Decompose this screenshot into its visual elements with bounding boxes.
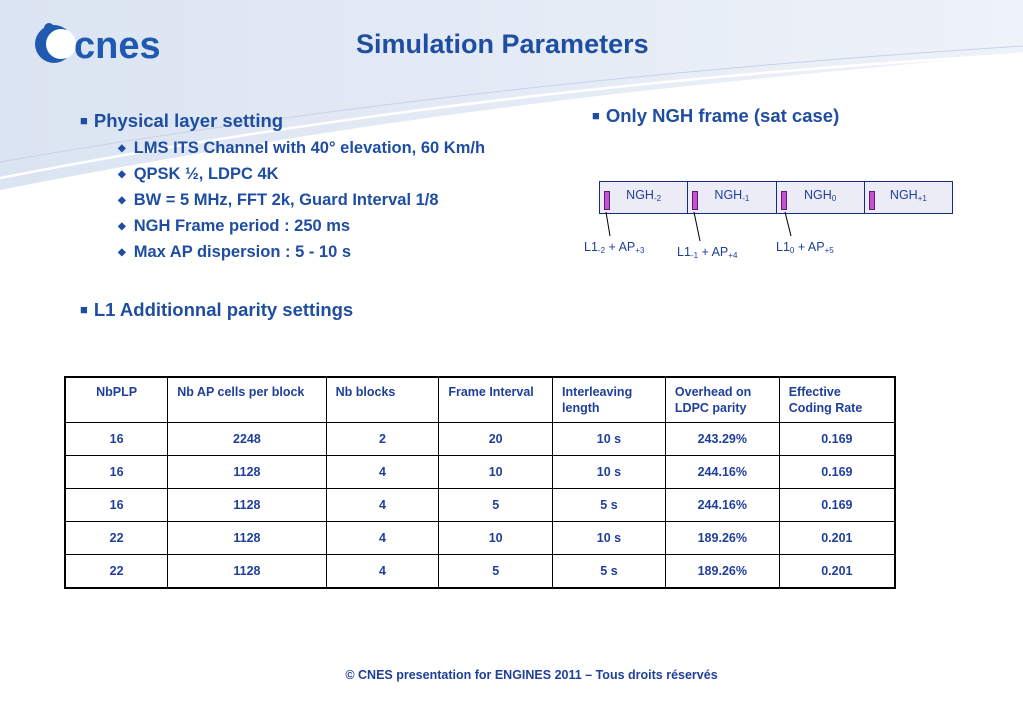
table-cell: 0.169 <box>779 489 895 522</box>
table-cell: 5 s <box>553 489 666 522</box>
table-cell: 2248 <box>168 423 326 456</box>
table-row <box>65 456 895 489</box>
table-cell: 0.169 <box>779 423 895 456</box>
table-cell: 0.169 <box>779 456 895 489</box>
parity-settings-heading: ■ L1 Additionnal parity settings <box>80 299 354 320</box>
table-cell: 10 s <box>553 522 666 555</box>
table-cell: 0.201 <box>779 555 895 589</box>
table-cell: 1128 <box>168 522 326 555</box>
table-cell: 10 s <box>553 456 666 489</box>
parity-settings-table <box>64 376 896 589</box>
svg-text:cnes: cnes <box>74 25 161 67</box>
column-header: Nb AP cells per block <box>168 377 326 423</box>
diamond-bullet-icon: ◆ <box>118 195 126 206</box>
table-cell: 5 <box>439 555 553 589</box>
table-cell: 189.26% <box>665 522 779 555</box>
table-cell: 5 <box>439 489 553 522</box>
table-cell: 1128 <box>168 456 326 489</box>
diamond-bullet-icon: ◆ <box>118 247 126 258</box>
table-cell: 243.29% <box>665 423 779 456</box>
l1-ap-label: $L1_0 + AP_{+5}$ <box>776 240 834 255</box>
ngh-frame-cell: $NGH_{+1}$ <box>865 182 952 213</box>
list-item: ◆ QPSK ½, LDPC 4K <box>118 165 279 183</box>
square-bullet-icon: ■ <box>80 113 88 128</box>
table-cell: 2 <box>326 423 439 456</box>
table-cell: 1128 <box>168 489 326 522</box>
column-header: Overhead on LDPC parity <box>665 377 779 423</box>
page-title: Simulation Parameters <box>356 29 649 59</box>
table-cell: 5 s <box>553 555 666 589</box>
table-cell: 0.201 <box>779 522 895 555</box>
diamond-bullet-icon: ◆ <box>118 221 126 232</box>
ngh-frame-cell: $NGH_{-2}$ <box>600 182 688 213</box>
table-cell: 4 <box>326 489 439 522</box>
table-row <box>65 423 895 456</box>
table-cell: 244.16% <box>665 456 779 489</box>
square-bullet-icon: ■ <box>80 302 88 317</box>
table-cell: 244.16% <box>665 489 779 522</box>
l1-ap-label: $L1_{-2} + AP_{+3}$ <box>584 240 645 255</box>
copyright-footer: © CNES presentation for ENGINES 2011 – Tous droits réservés <box>345 668 718 682</box>
table-row <box>65 555 895 589</box>
table-row <box>65 522 895 555</box>
diamond-bullet-icon: ◆ <box>118 143 126 154</box>
table-cell: 10 <box>439 456 553 489</box>
table-cell: 1128 <box>168 555 326 589</box>
table-cell: 10 <box>439 522 553 555</box>
physical-layer-heading: ■ Physical layer setting <box>80 110 284 131</box>
table-header-row <box>65 377 895 423</box>
list-item: ◆ LMS ITS Channel with 40° elevation, 60 Km/h <box>118 139 486 157</box>
list-item: ◆ BW = 5 MHz, FFT 2k, Guard Interval 1/8 <box>118 191 439 209</box>
ngh-frame-cell: $NGH_{-1}$ <box>688 182 776 213</box>
ngh-frame-cell: $NGH_0$ <box>777 182 865 213</box>
column-header: Frame Interval <box>439 377 553 423</box>
diamond-bullet-icon: ◆ <box>118 169 126 180</box>
l1-ap-label: $L1_{-1} + AP_{+4}$ <box>677 245 738 260</box>
table-row <box>65 489 895 522</box>
table-cell: 16 <box>65 456 168 489</box>
ngh-frame-heading: ■ Only NGH frame (sat case) <box>592 105 840 126</box>
table-cell: 16 <box>65 489 168 522</box>
table-cell: 20 <box>439 423 553 456</box>
column-header: Nb blocks <box>326 377 439 423</box>
table-cell: 10 s <box>553 423 666 456</box>
table-cell: 22 <box>65 522 168 555</box>
column-header: NbPLP <box>65 377 168 423</box>
table-cell: 4 <box>326 555 439 589</box>
column-header: Effective Coding Rate <box>779 377 895 423</box>
table-cell: 189.26% <box>665 555 779 589</box>
list-item: ◆ Max AP dispersion : 5 - 10 s <box>118 243 352 261</box>
table-cell: 22 <box>65 555 168 589</box>
table-cell: 16 <box>65 423 168 456</box>
square-bullet-icon: ■ <box>592 108 600 123</box>
table-cell: 4 <box>326 456 439 489</box>
list-item: ◆ NGH Frame period : 250 ms <box>118 217 351 235</box>
column-header: Interleaving length <box>553 377 666 423</box>
table-cell: 4 <box>326 522 439 555</box>
